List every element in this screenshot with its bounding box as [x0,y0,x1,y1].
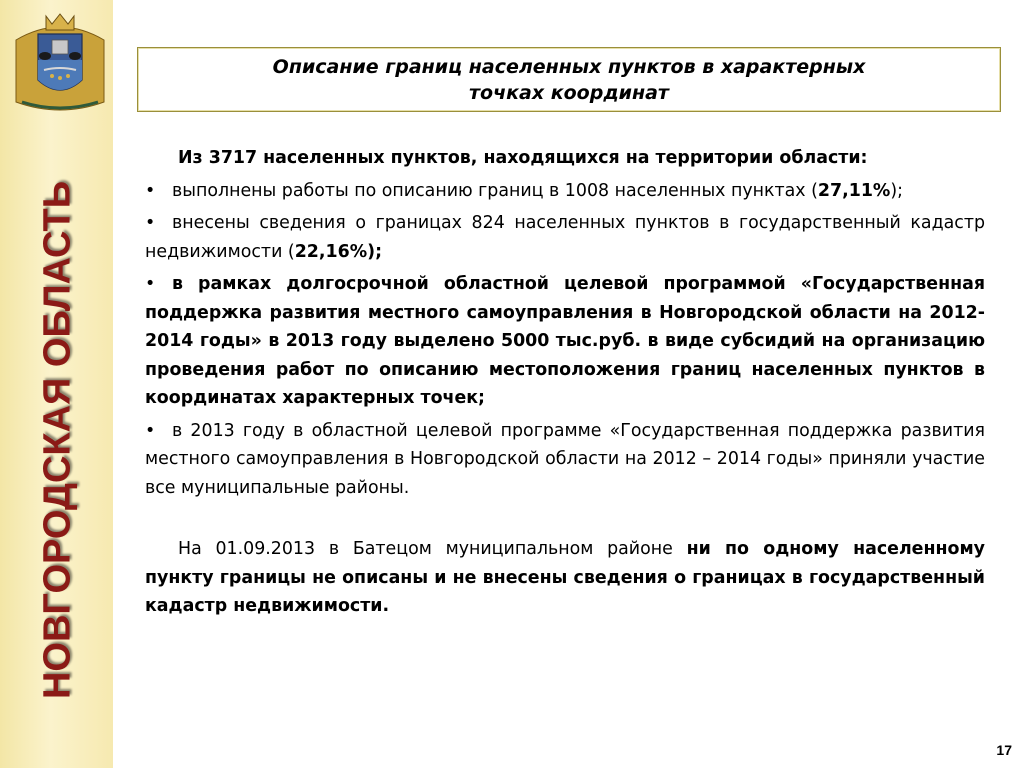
final-text: На 01.09.2013 в Батецом муниципальном районе [178,539,687,559]
bullet-text: в рамках долгосрочной областной целевой программой «Государственная поддержка развития местного самоуправления в Новгородской области на 2012-2014 годы» в 2013 году выделено 5000 тыс.руб. в виде субсидий на организацию проведения работ по описанию местоположения границ населенных пунктов в координатах характерных точек; [145,274,985,408]
page-number: 17 [996,742,1012,758]
bullet-item-3 [145,270,985,413]
bullet-dot: • [145,180,156,201]
bullet-dot: • [145,213,156,233]
slide-title: Описание границ населенных пунктов в характерных точках координат [272,55,866,104]
slide-content [145,144,985,638]
side-bar [0,0,113,768]
region-vertical-title: НОВГОРОДСКАЯ ОБЛАСТЬ [36,180,79,700]
final-highlight: ни по одному населенному пункту границы не описаны и не внесены сведения о границах в государственный кадастр недвижимости. [145,539,985,616]
bullet-item-1 [145,177,985,206]
bullet-item-4 [145,417,985,503]
coat-of-arms-icon [12,10,108,118]
bullet-highlight: 22,16%); [294,241,383,262]
bullet-dot: • [145,274,156,294]
bullet-text: в 2013 году в областной целевой программе «Государственная поддержка развития местного самоуправления в Новгородской области на 2012 – 2014 годы» приняли участие все муниципальные районы. [145,420,985,498]
bullet-item-2 [145,209,985,266]
bullet-highlight: 27,11% [817,180,891,201]
final-paragraph [145,535,985,621]
bullet-text: ); [890,180,904,201]
bullet-text: внесены сведения о границах 824 населенных пунктов в государственный кадастр недвижимости ( [145,213,985,262]
bullet-dot: • [145,420,156,441]
intro-text: Из 3717 населенных пунктов, находящихся на территории области: [178,148,868,168]
slide-title-box [137,47,1001,112]
bullet-text: выполнены работы по описанию границ в 1008 населенных пунктах ( [172,180,818,201]
